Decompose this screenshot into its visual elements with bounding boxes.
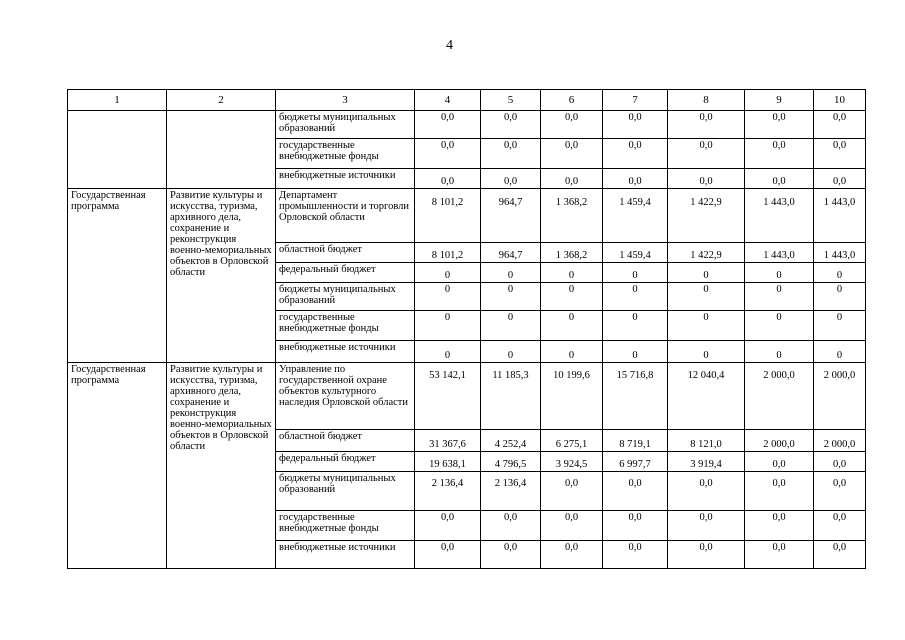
value-cell: 0,0 [814, 472, 866, 511]
funding-source-cell: государственные внебюджетные фонды [276, 311, 415, 341]
value-cell: 0 [745, 311, 814, 341]
value-cell: 0,0 [603, 472, 668, 511]
value-cell: 1 443,0 [814, 243, 866, 263]
header-cell: 9 [745, 90, 814, 111]
value-cell: 0,0 [668, 472, 745, 511]
value-cell: 53 142,1 [415, 363, 481, 430]
value-cell: 0,0 [745, 472, 814, 511]
value-cell: 2 000,0 [814, 430, 866, 452]
value-cell: 0 [415, 263, 481, 283]
value-cell: 0,0 [745, 139, 814, 169]
budget-table [67, 89, 866, 569]
value-cell: 0,0 [814, 111, 866, 139]
value-cell: 0,0 [814, 452, 866, 472]
value-cell: 3 924,5 [541, 452, 603, 472]
value-cell: 1 422,9 [668, 243, 745, 263]
value-cell: 1 459,4 [603, 243, 668, 263]
program-status-cell: Государственная программа [68, 189, 167, 363]
value-cell: 6 997,7 [603, 452, 668, 472]
value-cell: 0,0 [603, 111, 668, 139]
value-cell: 19 638,1 [415, 452, 481, 472]
funding-source-cell: областной бюджет [276, 430, 415, 452]
funding-source-cell: Управление по государственной охране объектов культурного наследия Орловской области [276, 363, 415, 430]
value-cell: 0,0 [415, 511, 481, 541]
funding-source-cell: государственные внебюджетные фонды [276, 139, 415, 169]
header-cell: 6 [541, 90, 603, 111]
value-cell: 8 121,0 [668, 430, 745, 452]
value-cell: 0,0 [668, 111, 745, 139]
value-cell: 0,0 [745, 541, 814, 569]
value-cell: 0 [668, 311, 745, 341]
value-cell: 8 719,1 [603, 430, 668, 452]
value-cell: 0 [603, 263, 668, 283]
value-cell: 964,7 [481, 243, 541, 263]
value-cell: 0 [415, 283, 481, 311]
funding-source-cell: бюджеты муниципальных образований [276, 111, 415, 139]
page-number: 4 [446, 38, 453, 53]
value-cell: 1 443,0 [814, 189, 866, 243]
value-cell: 0 [541, 263, 603, 283]
value-cell: 0,0 [603, 139, 668, 169]
value-cell: 0,0 [814, 169, 866, 189]
value-cell: 1 368,2 [541, 189, 603, 243]
header-row [68, 90, 866, 111]
value-cell: 0,0 [603, 169, 668, 189]
value-cell: 3 919,4 [668, 452, 745, 472]
value-cell: 0,0 [415, 139, 481, 169]
value-cell: 0 [814, 263, 866, 283]
value-cell: 0 [814, 311, 866, 341]
value-cell: 0,0 [541, 511, 603, 541]
value-cell: 0 [668, 283, 745, 311]
value-cell: 4 252,4 [481, 430, 541, 452]
value-cell: 0,0 [415, 111, 481, 139]
value-cell: 0,0 [603, 511, 668, 541]
value-cell: 0 [481, 341, 541, 363]
funding-source-cell: внебюджетные источники [276, 341, 415, 363]
value-cell: 0,0 [541, 169, 603, 189]
value-cell: 0 [541, 283, 603, 311]
value-cell: 0 [481, 263, 541, 283]
value-cell: 964,7 [481, 189, 541, 243]
funding-source-cell: федеральный бюджет [276, 263, 415, 283]
value-cell: 0 [814, 341, 866, 363]
value-cell: 0,0 [603, 541, 668, 569]
value-cell: 0,0 [415, 541, 481, 569]
value-cell: 2 136,4 [415, 472, 481, 511]
value-cell: 0 [603, 283, 668, 311]
value-cell: 0 [541, 311, 603, 341]
value-cell: 0 [481, 283, 541, 311]
value-cell: 0,0 [668, 541, 745, 569]
value-cell: 0,0 [481, 541, 541, 569]
value-cell: 0 [668, 341, 745, 363]
table-row [68, 189, 866, 243]
value-cell: 0,0 [668, 169, 745, 189]
table-row [68, 111, 866, 139]
value-cell: 1 368,2 [541, 243, 603, 263]
value-cell: 2 000,0 [745, 363, 814, 430]
value-cell: 0,0 [814, 139, 866, 169]
value-cell: 0 [745, 263, 814, 283]
header-cell: 5 [481, 90, 541, 111]
value-cell: 0 [814, 283, 866, 311]
funding-source-cell: бюджеты муниципальных образований [276, 472, 415, 511]
funding-source-cell: внебюджетные источники [276, 169, 415, 189]
value-cell: 0,0 [745, 452, 814, 472]
value-cell: 0 [745, 341, 814, 363]
value-cell: 0 [745, 283, 814, 311]
value-cell: 0,0 [481, 511, 541, 541]
value-cell: 0 [603, 341, 668, 363]
value-cell: 0 [415, 311, 481, 341]
header-cell: 7 [603, 90, 668, 111]
header-cell: 1 [68, 90, 167, 111]
program-name-cell: Развитие культуры и искусства, туризма, архивного дела, сохранение и реконструкция военно-мемориальных объектов в Орловской области [167, 363, 276, 569]
value-cell: 15 716,8 [603, 363, 668, 430]
value-cell: 0,0 [814, 541, 866, 569]
value-cell: 1 422,9 [668, 189, 745, 243]
value-cell: 2 000,0 [814, 363, 866, 430]
value-cell: 0,0 [415, 169, 481, 189]
value-cell: 11 185,3 [481, 363, 541, 430]
funding-source-cell: Департамент промышленности и торговли Орловской области [276, 189, 415, 243]
value-cell: 0,0 [668, 139, 745, 169]
funding-source-cell: государственные внебюджетные фонды [276, 511, 415, 541]
funding-source-cell: внебюджетные источники [276, 541, 415, 569]
value-cell: 8 101,2 [415, 189, 481, 243]
value-cell: 0,0 [745, 169, 814, 189]
value-cell: 2 136,4 [481, 472, 541, 511]
value-cell: 31 367,6 [415, 430, 481, 452]
value-cell: 0 [541, 341, 603, 363]
value-cell: 10 199,6 [541, 363, 603, 430]
table-row [68, 363, 866, 430]
funding-source-cell: областной бюджет [276, 243, 415, 263]
value-cell: 0,0 [745, 111, 814, 139]
header-cell: 8 [668, 90, 745, 111]
value-cell: 0 [603, 311, 668, 341]
program-name-cell: Развитие культуры и искусства, туризма, архивного дела, сохранение и реконструкция военно-мемориальных объектов в Орловской области [167, 189, 276, 363]
value-cell: 4 796,5 [481, 452, 541, 472]
program-status-cell: Государственная программа [68, 363, 167, 569]
value-cell: 0,0 [481, 169, 541, 189]
header-cell: 3 [276, 90, 415, 111]
value-cell: 0,0 [745, 511, 814, 541]
value-cell: 12 040,4 [668, 363, 745, 430]
value-cell: 0,0 [668, 511, 745, 541]
value-cell: 0,0 [541, 139, 603, 169]
value-cell: 2 000,0 [745, 430, 814, 452]
value-cell: 0 [668, 263, 745, 283]
header-cell: 2 [167, 90, 276, 111]
value-cell: 0,0 [481, 111, 541, 139]
value-cell: 8 101,2 [415, 243, 481, 263]
value-cell: 0 [415, 341, 481, 363]
value-cell: 1 443,0 [745, 243, 814, 263]
value-cell: 0,0 [541, 111, 603, 139]
header-cell: 10 [814, 90, 866, 111]
value-cell: 6 275,1 [541, 430, 603, 452]
program-name-cell-empty [167, 111, 276, 189]
value-cell: 1 459,4 [603, 189, 668, 243]
value-cell: 0 [481, 311, 541, 341]
funding-source-cell: бюджеты муниципальных образований [276, 283, 415, 311]
value-cell: 0,0 [541, 541, 603, 569]
value-cell: 1 443,0 [745, 189, 814, 243]
value-cell: 0,0 [481, 139, 541, 169]
value-cell: 0,0 [814, 511, 866, 541]
status-cell-empty [68, 111, 167, 189]
funding-source-cell: федеральный бюджет [276, 452, 415, 472]
value-cell: 0,0 [541, 472, 603, 511]
header-cell: 4 [415, 90, 481, 111]
